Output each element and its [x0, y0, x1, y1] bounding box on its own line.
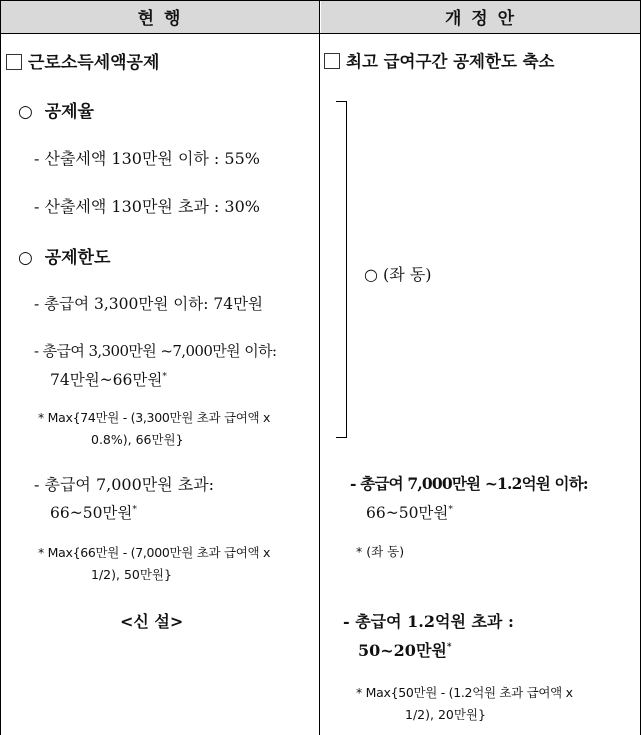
right-item-1-line2: 66~50만원*: [366, 504, 453, 522]
column-divider: [319, 0, 320, 735]
limit-note-2-line1: * Max{66만원 - (7,000만원 초과 급여액 x: [38, 545, 271, 560]
right-note-1: * (좌 동): [356, 544, 405, 559]
limit-item-2-line1: - 총급여 3,300만원 ~7,000만원 이하:: [34, 342, 277, 360]
same-as-left-label: ○ (좌 동): [364, 265, 432, 284]
rate-heading: ○ 공제율: [18, 102, 94, 122]
limit-item-3-line1: - 총급여 7,000만원 초과:: [34, 475, 215, 494]
checkbox-icon: [324, 53, 340, 69]
limit-item-1: - 총급여 3,300만원 이하: 74만원: [34, 295, 264, 313]
limit-note-2-line2: 1/2), 50만원}: [91, 567, 172, 582]
circle-icon: ○: [18, 248, 33, 268]
right-section-title: 최고 급여구간 공제한도 축소: [324, 48, 555, 72]
limit-note-1-line1: * Max{74만원 - (3,300만원 초과 급여액 x: [38, 410, 271, 425]
new-provision-label: <신 설>: [120, 612, 184, 631]
limit-heading: ○ 공제한도: [18, 248, 111, 268]
right-note-2-line2: 1/2), 20만원}: [405, 707, 486, 722]
right-item-2-line2: 50~20만원*: [358, 641, 452, 660]
rate-item-2: - 산출세액 130만원 초과 : 30%: [34, 197, 260, 216]
left-section-title: 근로소득세액공제: [6, 48, 159, 73]
right-item-1-line1: - 총급여 7,000만원 ~1.2억원 이하:: [350, 474, 588, 493]
checkbox-icon: [6, 54, 22, 70]
header-revised: 개 정 안: [321, 0, 640, 33]
right-item-2-line1: - 총급여 1.2억원 초과 :: [343, 612, 514, 631]
limit-note-1-line2: 0.8%), 66만원}: [91, 432, 184, 447]
right-note-2-line1: * Max{50만원 - (1.2억원 초과 급여액 x: [356, 685, 573, 700]
table-border-top: [0, 0, 641, 1]
circle-icon: ○: [18, 102, 33, 122]
header-divider: [0, 33, 641, 34]
table-border-left: [0, 0, 1, 735]
limit-item-3-line2: 66~50만원*: [50, 504, 137, 522]
rate-item-1: - 산출세액 130만원 이하 : 55%: [34, 149, 260, 168]
header-current: 현 행: [1, 0, 319, 33]
limit-item-2-line2: 74만원~66만원*: [50, 371, 167, 389]
bracket-shape: [336, 101, 347, 438]
